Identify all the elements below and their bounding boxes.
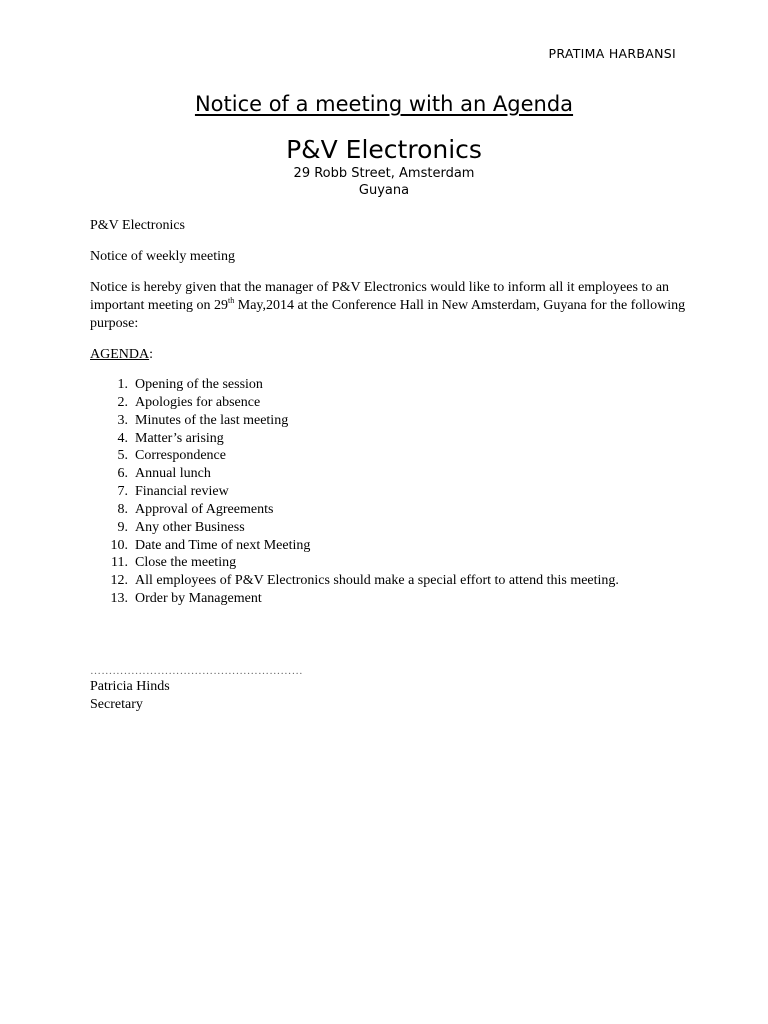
agenda-item-number: 8. [117,501,128,517]
agenda-label: AGENDA [90,347,150,362]
agenda-item-number: 4. [117,430,128,446]
address-line-1: 29 Robb Street, Amsterdam [293,166,475,181]
document-title: Notice of a meeting with an Agenda [194,92,574,116]
notice-paragraph [90,279,690,333]
agenda-item-text: Minutes of the last meeting [135,412,289,428]
author-name: PRATIMA HARBANSI [548,46,676,61]
agenda-item-text: All employees of P&V Electronics should make a special effort to attend this meeting. [135,573,619,589]
agenda-item-number: 3. [117,412,128,428]
agenda-colon: : [149,347,153,362]
agenda-item-text: Correspondence [135,448,226,464]
agenda-list [90,376,710,608]
agenda-item-text: Any other Business [135,519,245,535]
agenda-item [90,572,710,590]
agenda-item-number: 10. [110,537,128,553]
agenda-item-text: Date and Time of next Meeting [135,537,311,553]
date-ordinal-suffix: th [228,296,235,305]
letterhead-company: P&V Electronics [286,135,482,164]
signature-line: ………………………………………………… [90,665,303,677]
letterhead-address [0,166,768,199]
agenda-item-text: Order by Management [135,591,262,607]
agenda-item-number: 13. [110,591,128,607]
agenda-item-number: 6. [117,466,128,482]
agenda-item [90,483,710,501]
signatory-role: Secretary [90,697,143,712]
agenda-item-number: 9. [117,519,128,535]
agenda-item [90,412,710,430]
agenda-item [90,447,710,465]
agenda-item [90,519,710,537]
agenda-item-text: Matter’s arising [135,430,224,446]
agenda-item-text: Close the meeting [135,555,237,571]
agenda-item-text: Approval of Agreements [135,501,274,517]
agenda-item [90,537,710,555]
agenda-item [90,590,710,608]
agenda-item-number: 7. [117,484,128,500]
notice-text-end: May,2014 at the Conference Hall in New Amsterdam, Guyana for the following purpose: [90,298,686,331]
notice-subject: Notice of weekly meeting [90,249,236,264]
agenda-item [90,554,710,572]
agenda-item-number: 5. [117,448,128,464]
address-line-2: Guyana [358,182,410,198]
agenda-item [90,501,710,519]
agenda-item-text: Financial review [135,484,229,500]
company-line: P&V Electronics [90,218,186,233]
agenda-item-text: Apologies for absence [135,394,261,410]
agenda-item-number: 1. [117,377,128,392]
agenda-heading [90,346,690,364]
agenda-item-number: 2. [117,394,128,410]
agenda-item [90,465,710,483]
signatory-name: Patricia Hinds [90,679,170,694]
agenda-item [90,394,710,412]
notice-text-start: Notice is hereby given that the manager of P&V Electronics would like to inform all it employees to an important meeting on 29 [90,280,670,313]
agenda-item-text: Annual lunch [135,466,211,482]
agenda-item-text: Opening of the session [135,377,263,392]
agenda-item [90,376,710,394]
agenda-item-number: 11. [111,555,128,571]
agenda-item [90,430,710,448]
agenda-item-number: 12. [110,573,128,589]
